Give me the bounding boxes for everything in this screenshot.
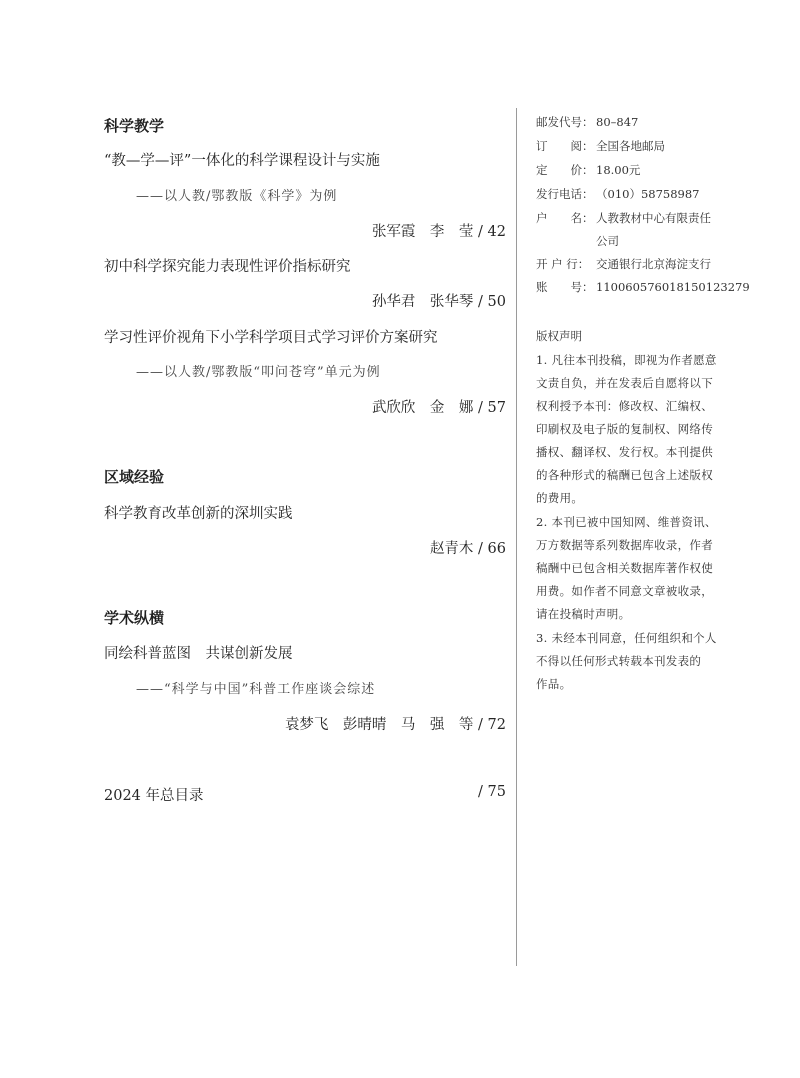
- info-row-phone: 发行电话： （010）58758987: [536, 187, 700, 201]
- article-title[interactable]: 同绘科普蓝图 共谋创新发展: [104, 646, 293, 662]
- article-author-page: 赵青木 / 66: [429, 541, 506, 557]
- section-title: 区域经验: [104, 468, 165, 486]
- copyright-line: 万方数据等系列数据库收录，作者: [536, 538, 713, 552]
- info-row-postal-code: 邮发代号： 80–847: [536, 115, 639, 129]
- section-title: 学术纵横: [104, 609, 165, 627]
- article-subtitle: ——以人教/鄂教版“叩问苍穹”单元为例: [136, 365, 381, 380]
- copyright-line: 权利授予本刊：修改权、汇编权、: [536, 399, 713, 413]
- article-title[interactable]: 学习性评价视角下小学科学项目式学习评价方案研究: [104, 330, 438, 346]
- copyright-line: 文责自负，并在发表后自愿将以下: [536, 376, 713, 390]
- copyright-line: 的各种形式的稿酬已包含上述版权: [536, 468, 713, 482]
- article-title[interactable]: “教—学—评”一体化的科学课程设计与实施: [104, 153, 380, 169]
- info-row-account-number: 账 号： 110060576018150123279: [536, 280, 750, 294]
- copyright-line: 不得以任何形式转载本刊发表的: [536, 654, 702, 668]
- copyright-line: 作品。: [536, 677, 572, 691]
- article-subtitle: ——以人教/鄂教版《科学》为例: [136, 189, 338, 204]
- article-title[interactable]: 初中科学探究能力表现性评价指标研究: [104, 259, 351, 275]
- article-author-page: 孙华君 张华琴 / 50: [371, 294, 506, 310]
- info-row-bank: 开 户 行： 交通银行北京海淀支行: [536, 257, 711, 271]
- article-author-page: 武欣欣 金 娜 / 57: [371, 400, 506, 416]
- info-row-price: 定 价： 18.00元: [536, 163, 641, 177]
- info-row-subscription: 订 阅： 全国各地邮局: [536, 139, 665, 153]
- section-title: 科学教学: [104, 117, 165, 135]
- copyright-line: 2. 本刊已被中国知网、维普资讯、: [536, 515, 717, 529]
- info-row-account-name: 户 名： 人教教材中心有限责任: [536, 211, 711, 225]
- article-author-page: 袁梦飞 彭晴晴 马 强 等 / 72: [284, 717, 506, 733]
- copyright-line: 1. 凡往本刊投稿，即视为作者愿意: [536, 353, 717, 367]
- copyright-line: 播权、翻译权、发行权。本刊提供: [536, 445, 713, 459]
- copyright-heading: 版权声明: [536, 329, 582, 343]
- copyright-line: 稿酬中已包含相关数据库著作权使: [536, 561, 713, 575]
- annual-index-page: / 75: [478, 784, 506, 800]
- copyright-line: 请在投稿时声明。: [536, 607, 631, 621]
- article-subtitle: ——“科学与中国”科普工作座谈会综述: [136, 682, 376, 697]
- column-divider: [516, 108, 517, 966]
- article-author-page: 张军霞 李 莹 / 42: [371, 224, 506, 240]
- info-row-account-name-cont: 公司: [596, 234, 619, 248]
- copyright-line: 用费。如作者不同意文章被收录，: [536, 584, 713, 598]
- annual-index-title[interactable]: 2024 年总目录: [104, 788, 204, 804]
- article-title[interactable]: 科学教育改革创新的深圳实践: [104, 506, 293, 522]
- copyright-line: 3. 未经本刊同意，任何组织和个人: [536, 631, 717, 645]
- copyright-line: 的费用。: [536, 491, 584, 505]
- copyright-line: 印刷权及电子版的复制权、网络传: [536, 422, 713, 436]
